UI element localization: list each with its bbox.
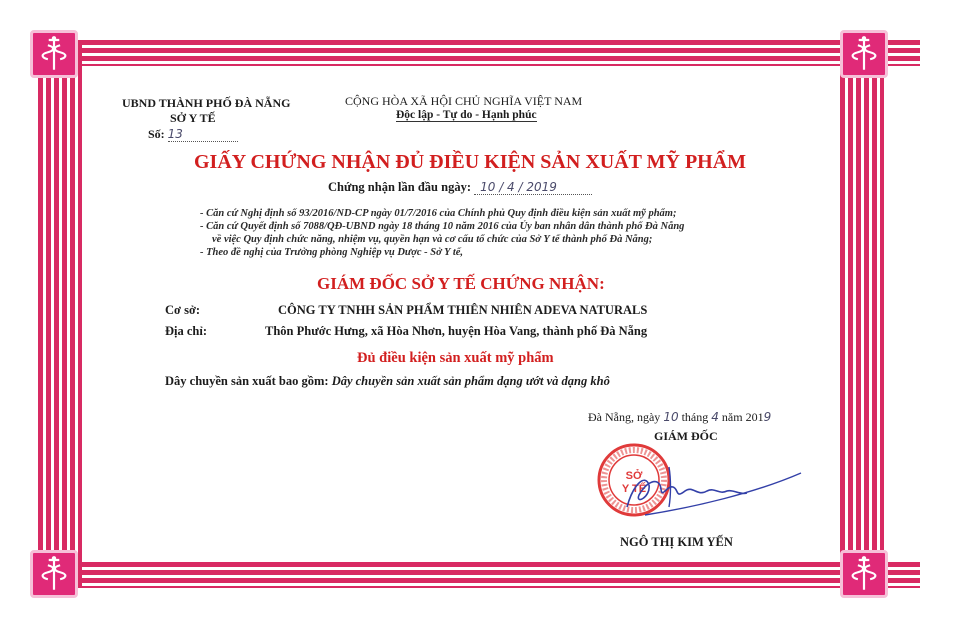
first-issue-value: 10 / 4 / 2019: [474, 180, 592, 195]
first-issue-date: [328, 180, 592, 195]
document-number-label: Số:: [148, 127, 165, 141]
corner-bottom-left-caduceus-icon: [30, 550, 78, 598]
signing-month-label: tháng: [681, 410, 709, 424]
national-motto: Độc lập - Tự do - Hạnh phúc: [396, 109, 537, 121]
signing-year-digit: 9: [763, 410, 772, 424]
border-top: [40, 40, 920, 66]
certifier-heading: GIÁM ĐỐC SỞ Y TẾ CHỨNG NHẬN:: [317, 274, 605, 293]
corner-top-left-caduceus-icon: [30, 30, 78, 78]
facility-value: CÔNG TY TNHH SẢN PHẨM THIÊN NHIÊN ADEVA NATURALS: [278, 303, 648, 317]
seal-text-line1: SỞ: [625, 470, 643, 482]
certificate-title: GIẤY CHỨNG NHẬN ĐỦ ĐIỀU KIỆN SẢN XUẤT MỸ PHẨM: [194, 151, 747, 173]
national-title: CỘNG HÒA XÃ HỘI CHỦ NGHĨA VIỆT NAM: [345, 94, 583, 108]
legal-basis-2: - Căn cứ Quyết định số 7088/QĐ-UBND ngày 18 tháng 10 năm 2016 của Ủy ban nhân dân thành phố Đà Nẵng: [200, 221, 685, 232]
production-line-label: Dây chuyền sản xuất bao gồm:: [165, 374, 329, 388]
document-number: [148, 127, 238, 142]
signing-date-prefix: Đà Nẵng, ngày: [588, 410, 661, 424]
corner-top-right-caduceus-icon: [840, 30, 888, 78]
legal-basis-4: - Theo đề nghị của Trưởng phòng Nghiệp vụ Dược - Sở Y tế,: [200, 247, 464, 258]
signing-day: 10: [663, 410, 679, 424]
eligibility-statement: Đủ điều kiện sản xuất mỹ phẩm: [357, 350, 554, 366]
border-left: [38, 42, 82, 588]
production-line-value: Dây chuyền sản xuất sản phẩm dạng ướt và dạng khô: [331, 374, 610, 388]
legal-basis-1: - Căn cứ Nghị định số 93/2016/ND-CP ngày 01/7/2016 của Chính phủ Quy định điều kiện sản xuất mỹ phẩm;: [200, 208, 677, 219]
facility-label: Cơ sở:: [165, 303, 201, 317]
signer-role: GIÁM ĐỐC: [654, 429, 718, 443]
signature: [615, 455, 815, 525]
address-label: Địa chỉ:: [165, 324, 208, 338]
signer-name: NGÔ THỊ KIM YẾN: [620, 535, 733, 549]
production-line: [165, 374, 610, 389]
signing-month: 4: [711, 410, 719, 424]
border-bottom: [40, 562, 920, 588]
border-right: [840, 42, 884, 588]
issuer-department: SỞ Y TẾ: [170, 111, 216, 125]
corner-bottom-right-caduceus-icon: [840, 550, 888, 598]
document-number-value: 13: [168, 127, 238, 142]
signing-date: [588, 410, 771, 425]
issuer-authority: UBND THÀNH PHỐ ĐÀ NẴNG: [122, 96, 291, 110]
signing-year-label: năm 201: [721, 410, 764, 424]
address-value: Thôn Phước Hưng, xã Hòa Nhơn, huyện Hòa Vang, thành phố Đà Nẵng: [265, 324, 648, 338]
seal-text-line2: Y TẾ: [621, 483, 647, 495]
first-issue-label: Chứng nhận lần đầu ngày:: [328, 180, 471, 194]
legal-basis-3: về việc Quy định chức năng, nhiệm vụ, quyền hạn và cơ cấu tổ chức của Sở Y tế thành phố Đà Nẵng;: [212, 234, 653, 245]
